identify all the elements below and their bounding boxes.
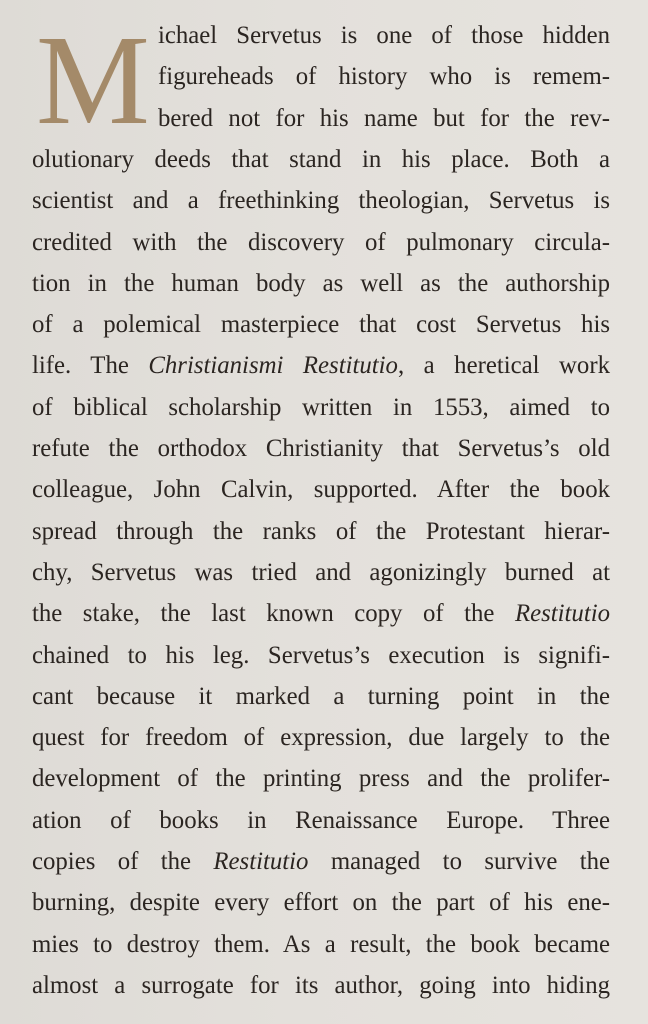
text-segment: almost a surrogate for its author, going into hiding [32, 971, 610, 999]
text-line [32, 185, 610, 216]
text-line [32, 887, 610, 918]
text-line [32, 268, 610, 299]
text-line [32, 640, 610, 671]
text-segment: colleague, John Calvin, supported. After the book [32, 476, 610, 504]
text-line [32, 929, 610, 960]
text-segment: bered not for his name but for the rev- [158, 104, 610, 132]
text-segment: credited with the discovery of pulmonary circula- [32, 228, 610, 256]
text-line [32, 846, 610, 877]
text-segment: burning, despite every effort on the part of his ene- [32, 889, 610, 917]
text-line [32, 970, 610, 1001]
text-segment: copies of the [32, 848, 214, 875]
text-segment: spread through the ranks of the Protestant hierar- [32, 517, 610, 545]
text-line [158, 20, 610, 51]
text-segment: ation of books in Renaissance Europe. Three [32, 806, 610, 834]
text-line [158, 61, 610, 92]
text-segment: mies to destroy them. As a result, the book became [32, 930, 610, 958]
italic-title: Restitutio [213, 848, 309, 875]
text-segment: of biblical scholarship written in 1553, aimed to [32, 393, 610, 421]
text-line [32, 144, 610, 175]
text-segment: figureheads of history who is remem- [158, 63, 610, 91]
text-line [32, 433, 610, 464]
text-line [32, 392, 610, 423]
text-segment: development of the printing press and the prolifer- [32, 765, 610, 793]
text-segment: scientist and a freethinking theologian, Servetus is [32, 187, 610, 215]
text-segment: chained to his leg. Servetus’s execution is signifi- [32, 641, 610, 669]
drop-cap: M [36, 9, 150, 151]
text-segment: the stake, the last known copy of the [32, 600, 515, 628]
text-line [32, 350, 610, 381]
text-line [32, 227, 610, 258]
text-line [32, 805, 610, 836]
text-segment: , a heretical work [397, 352, 610, 380]
text-segment: refute the orthodox Christianity that Servetus’s old [32, 435, 610, 462]
text-line [32, 516, 610, 547]
text-segment: life. The [32, 352, 149, 380]
text-segment: cant because it marked a turning point in the [32, 682, 610, 710]
text-line [32, 681, 610, 712]
text-segment: olutionary deeds that stand in his place. Both a [32, 145, 610, 173]
text-segment: of a polemical masterpiece that cost Servetus his [32, 311, 610, 339]
text-line [32, 763, 610, 794]
text-segment: tion in the human body as well as the authorship [32, 269, 610, 297]
text-line [32, 309, 610, 340]
text-segment: quest for freedom of expression, due largely to the [32, 724, 610, 752]
text-line [32, 722, 610, 753]
text-line [32, 474, 610, 505]
text-line [32, 557, 610, 588]
text-segment: managed to survive the [308, 848, 610, 875]
text-segment: ichael Servetus is one of those hidden [158, 22, 610, 49]
italic-title: Restitutio [514, 600, 610, 628]
text-segment: chy, Servetus was tried and agonizingly burned at [32, 558, 610, 586]
italic-title: Christianismi Restitutio [148, 352, 398, 380]
text-line [32, 598, 610, 629]
text-line [158, 103, 610, 134]
